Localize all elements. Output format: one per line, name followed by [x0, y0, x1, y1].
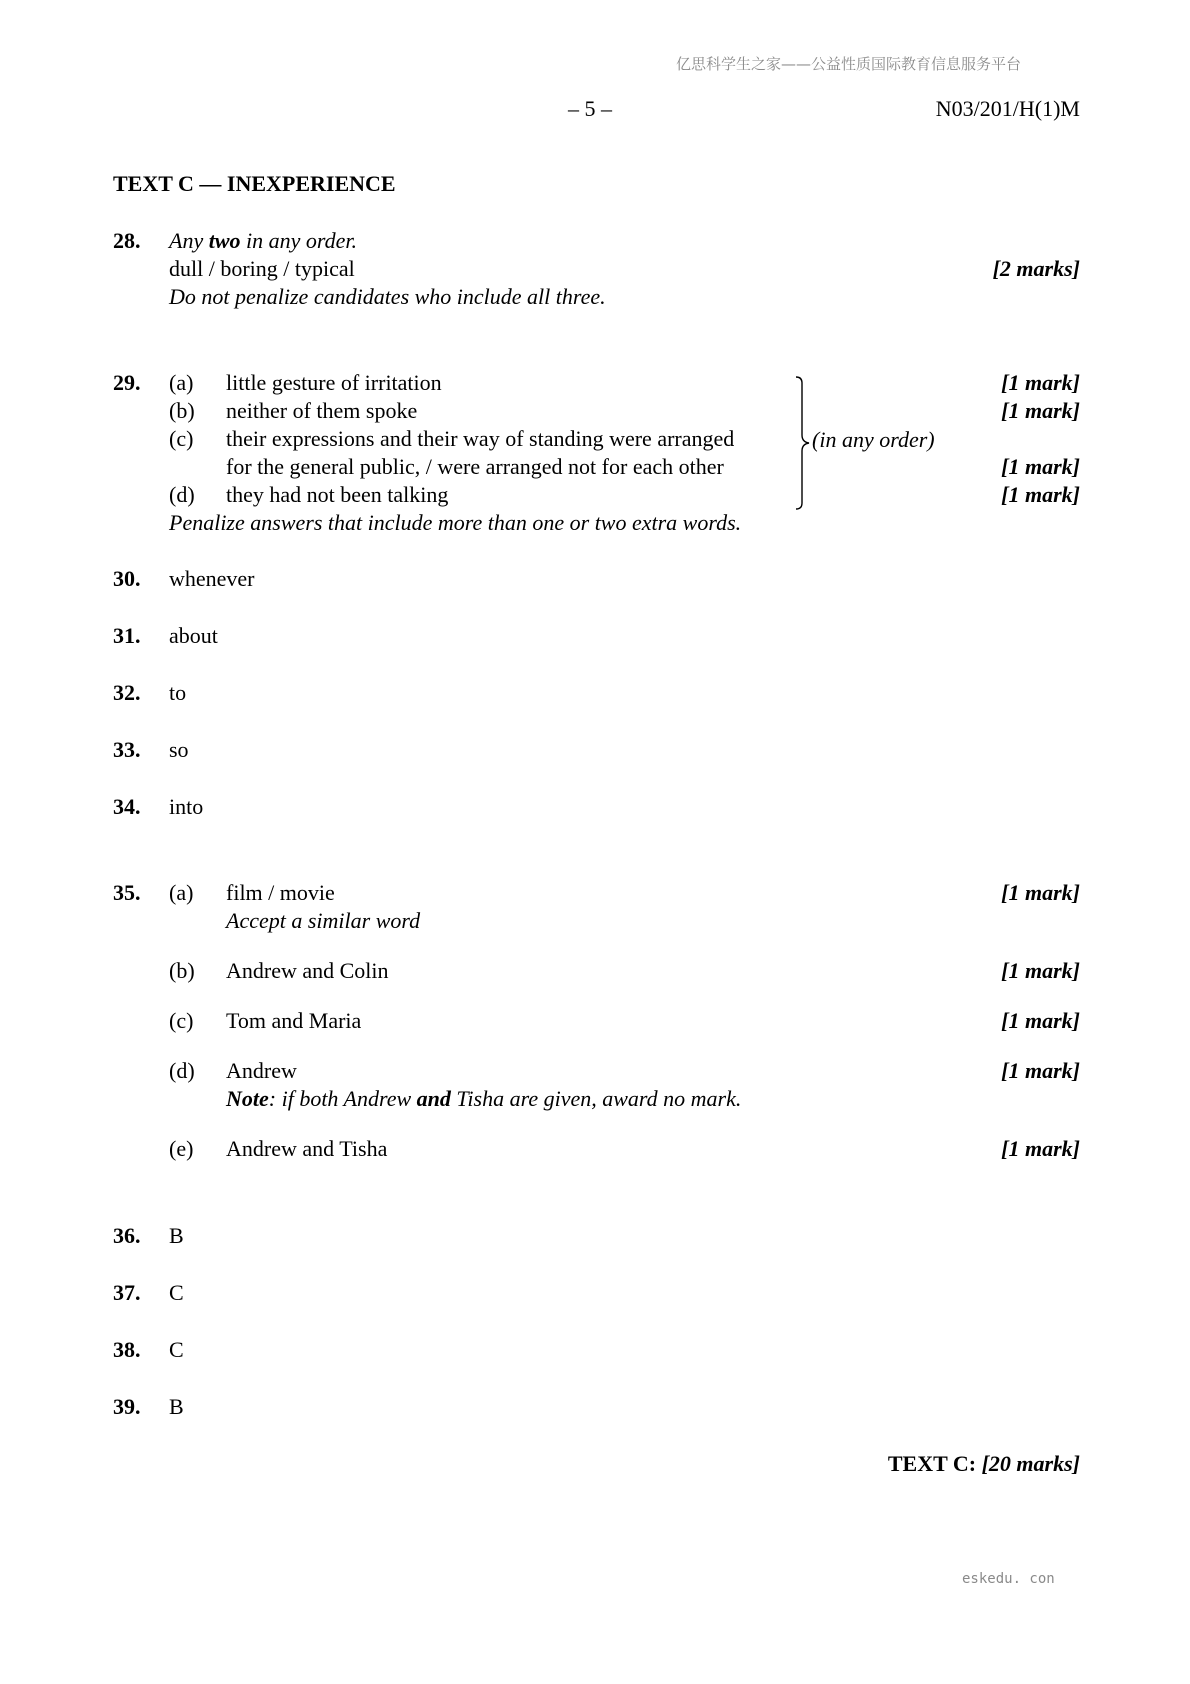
q38-answer: C — [169, 1337, 184, 1362]
question-number-38: 38. — [113, 1337, 141, 1362]
q29-label-b: (b) — [169, 398, 195, 423]
q36-answer: B — [169, 1223, 184, 1248]
q29-answer-b: neither of them spoke — [226, 398, 418, 423]
question-number-29: 29. — [113, 370, 141, 395]
question-number-34: 34. — [113, 794, 141, 819]
section-total: TEXT C: [20 marks] — [887, 1451, 1080, 1476]
q29-note: Penalize answers that include more than one or two extra words. — [169, 510, 742, 535]
q35-marks-a: [1 mark] — [1001, 880, 1080, 905]
document-code: N03/201/H(1)M — [935, 96, 1080, 121]
question-number-30: 30. — [113, 566, 141, 591]
q34-answer: into — [169, 794, 204, 819]
question-number-39: 39. — [113, 1394, 141, 1419]
q29-answer-c: their expressions and their way of standing were arranged — [226, 426, 735, 451]
q35-answer-b: Andrew and Colin — [226, 958, 389, 983]
question-number-28: 28. — [113, 228, 141, 253]
q35-marks-e: [1 mark] — [1001, 1136, 1080, 1161]
q30-answer: whenever — [169, 566, 255, 591]
q35-label-a: (a) — [169, 880, 194, 905]
q29-marks-d: [1 mark] — [1001, 482, 1080, 507]
q29-answer-a: little gesture of irritation — [226, 370, 442, 395]
q35-note-a: Accept a similar word — [226, 908, 421, 933]
section-title: TEXT C — INEXPERIENCE — [113, 171, 396, 196]
question-number-35: 35. — [113, 880, 141, 905]
q29-answer-d: they had not been talking — [226, 482, 449, 507]
question-number-32: 32. — [113, 680, 141, 705]
q31-answer: about — [169, 623, 218, 648]
footer-site: eskedu. con — [962, 1571, 1055, 1587]
question-number-37: 37. — [113, 1280, 141, 1305]
q35-answer-c: Tom and Maria — [226, 1008, 362, 1033]
q29-marks-a: [1 mark] — [1001, 370, 1080, 395]
q35-answer-d: Andrew — [226, 1058, 297, 1083]
q33-answer: so — [169, 737, 189, 762]
q35-label-c: (c) — [169, 1008, 194, 1033]
q35-label-b: (b) — [169, 958, 195, 983]
q28-note: Do not penalize candidates who include all three. — [169, 284, 606, 309]
q29-label-a: (a) — [169, 370, 194, 395]
q35-marks-c: [1 mark] — [1001, 1008, 1080, 1033]
question-number-31: 31. — [113, 623, 141, 648]
q28-answer: dull / boring / typical — [169, 256, 355, 281]
q29-marks-c: [1 mark] — [1001, 454, 1080, 479]
q29-marks-b: [1 mark] — [1001, 398, 1080, 423]
q35-label-e: (e) — [169, 1136, 194, 1161]
q35-note-d: Note: if both Andrew and Tisha are given, award no mark. — [226, 1086, 742, 1111]
q35-answer-a: film / movie — [226, 880, 335, 905]
page-number: – 5 – — [568, 96, 612, 121]
q29-label-d: (d) — [169, 482, 195, 507]
q37-answer: C — [169, 1280, 184, 1305]
q39-answer: B — [169, 1394, 184, 1419]
q28-marks: [2 marks] — [992, 256, 1080, 281]
q35-marks-b: [1 mark] — [1001, 958, 1080, 983]
q35-marks-d: [1 mark] — [1001, 1058, 1080, 1083]
header-watermark: 亿思科学生之家——公益性质国际教育信息服务平台 — [676, 55, 1022, 73]
q29-answer-c-line2: for the general public, / were arranged not for each other — [226, 454, 724, 479]
question-number-33: 33. — [113, 737, 141, 762]
q29-brace-note: (in any order) — [812, 427, 935, 452]
right-brace-icon — [795, 376, 811, 510]
q32-answer: to — [169, 680, 187, 705]
q29-label-c: (c) — [169, 426, 194, 451]
q35-label-d: (d) — [169, 1058, 195, 1083]
q35-answer-e: Andrew and Tisha — [226, 1136, 388, 1161]
question-number-36: 36. — [113, 1223, 141, 1248]
q28-instruction: Any two in any order. — [169, 228, 358, 253]
